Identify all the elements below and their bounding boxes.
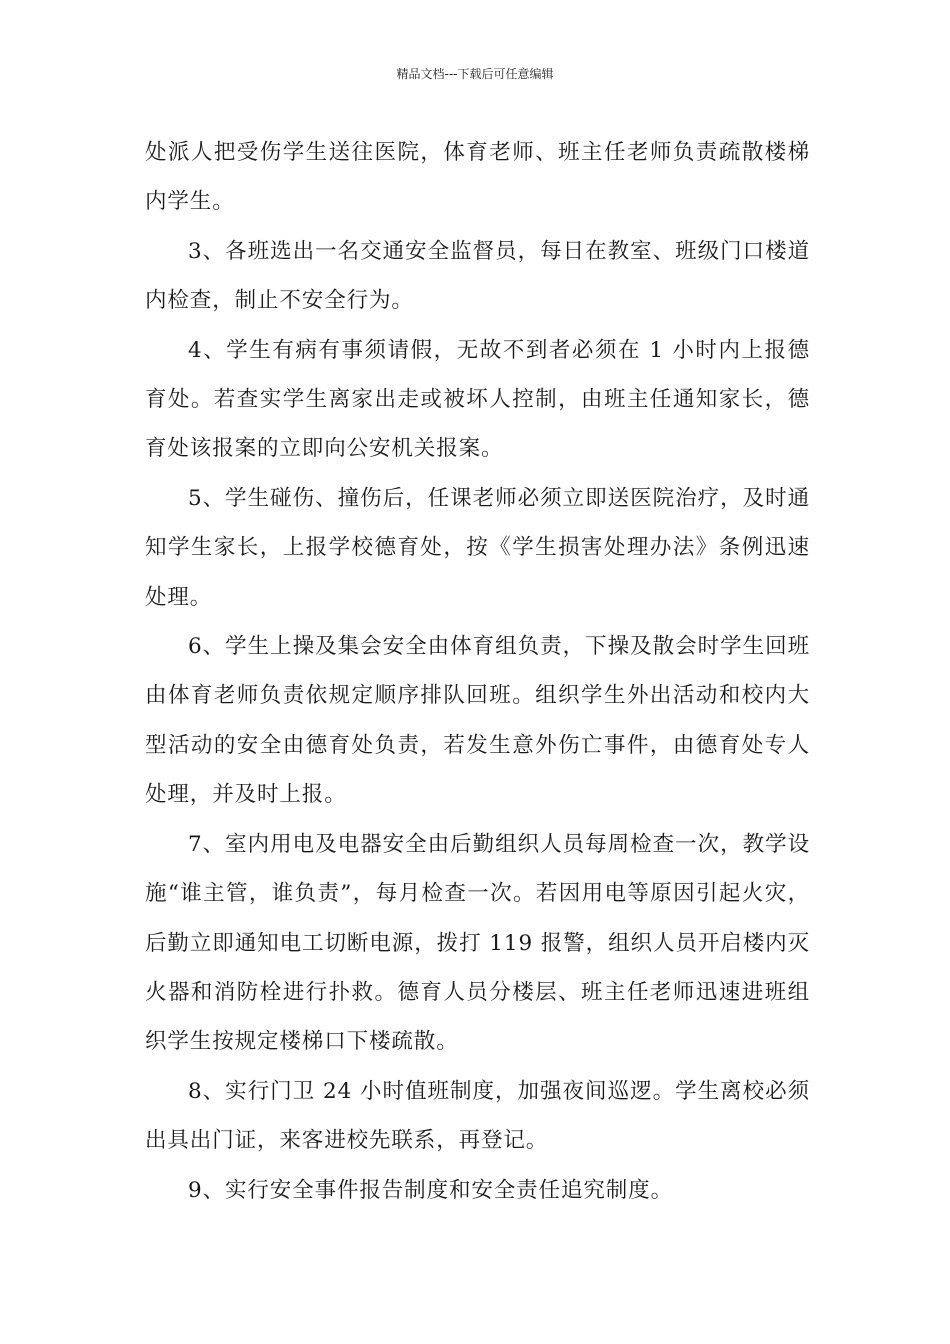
paragraph-item-4: 4、学生有病有事须请假，无故不到者必须在 1 小时内上报德育处。若查实学生离家出走或被坏人控制，由班主任通知家长，德育处该报案的立即向公安机关报案。 <box>145 337 810 462</box>
document-body <box>145 128 810 1215</box>
paragraph-item-5: 5、学生碰伤、撞伤后，任课老师必须立即送医院治疗，及时通知学生家长，上报学校德育处，按《学生损害处理办法》条例迅速处理。 <box>145 485 810 610</box>
paragraph-item-6: 6、学生上操及集会安全由体育组负责，下操及散会时学生回班由体育老师负责依规定顺序排队回班。组织学生外出活动和校内大型活动的安全由德育处负责，若发生意外伤亡事件，由德育处专人处理，并及时上报。 <box>145 634 810 808</box>
paragraph-item-7: 7、室内用电及电器安全由后勤组织人员每周检查一次，教学设施“谁主管，谁负责”，每月检查一次。若因用电等原因引起火灾，后勤立即通知电工切断电源，拨打 119 报警，组织人员开启楼内灭火器和消防栓进行扑救。德育人员分楼层、班主任老师迅速进班组织学生按规定楼梯口下楼疏散。 <box>145 831 810 1055</box>
paragraph-item-9: 9、实行安全事件报告制度和安全责任追究制度。 <box>188 1177 673 1203</box>
paragraph-item-3: 3、各班选出一名交通安全监督员，每日在教室、班级门口楼道内检查，制止不安全行为。 <box>145 238 810 314</box>
page-header: 精品文档---下载后可任意编辑 <box>396 67 554 81</box>
paragraph-item-8: 8、实行门卫 24 小时值班制度，加强夜间巡逻。学生离校必须出具出门证，来客进校先联系，再登记。 <box>145 1078 810 1154</box>
paragraph-continuation: 处派人把受伤学生送往医院，体育老师、班主任老师负责疏散楼梯内学生。 <box>145 140 810 215</box>
